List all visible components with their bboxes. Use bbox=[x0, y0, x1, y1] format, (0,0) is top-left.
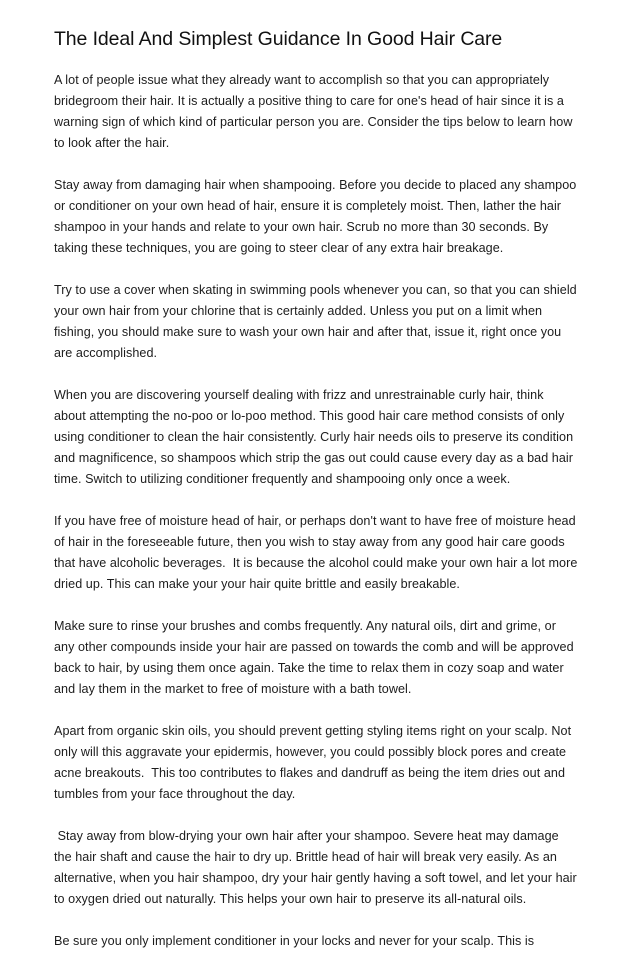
document-page bbox=[54, 26, 594, 973]
document-body bbox=[54, 70, 594, 952]
document-title: The Ideal And Simplest Guidance In Good Hair Care bbox=[54, 28, 503, 50]
paragraph-3: Try to use a cover when skating in swimming pools whenever you can, so that you can shield your own hair from your chlorine that is certainly added. Unless you put on a limit when fishing, you should make sure to wash your own hair and after that, issue it, right once you are accomplished. bbox=[54, 283, 577, 360]
paragraph-4: When you are discovering yourself dealing with frizz and unrestrainable curly hair, think about attempting the no-poo or lo-poo method. This good hair care method consists of only using conditioner to clean the hair consistently. Curly hair needs oils to preserve its condition and magnificence, so shampoos which strip the gas out could cause every day as a bad hair time. Switch to utilizing conditioner frequently and shampooing only once a week. bbox=[54, 388, 574, 486]
paragraph-5: If you have free of moisture head of hair, or perhaps don't want to have free of moisture head of hair in the foreseeable future, then you wish to stay away from any good hair care goods that have alcoholic beverages. It is because the alcohol could make your own hair a lot more dried up. This can make your your hair quite brittle and easily breakable. bbox=[54, 514, 578, 591]
paragraph-7: Apart from organic skin oils, you should prevent getting styling items right on your scalp. Not only will this aggravate your epidermis, however, you could possibly block pores and create acne breakouts. This too contributes to flakes and dandruff as being the item dries out and tumbles from your face throughout the day. bbox=[54, 724, 572, 801]
paragraph-8: Stay away from blow-drying your own hair after your shampoo. Severe heat may damage the hair shaft and cause the hair to dry up. Brittle head of hair will break very easily. As an alternative, when you hair shampoo, dry your hair gently having a soft towel, and let your hair to oxygen dried out naturally. This helps your own hair to preserve its all-natural oils. bbox=[54, 829, 577, 906]
paragraph-9: Be sure you only implement conditioner in your locks and never for your scalp. This is bbox=[54, 934, 535, 948]
paragraph-2: Stay away from damaging hair when shampooing. Before you decide to placed any shampoo or conditioner on your own head of hair, ensure it is completely moist. Then, lather the hair shampoo in your hands and relate to your own hair. Scrub no more than 30 seconds. By taking these techniques, you are going to steer clear of any extra hair breakage. bbox=[54, 178, 577, 255]
paragraph-6: Make sure to rinse your brushes and combs frequently. Any natural oils, dirt and grime, or any other compounds inside your hair are passed on towards the comb and will be approved back to hair, by using them once again. Take the time to relax them in cozy soap and water and lay them in the market to free of moisture with a bath towel. bbox=[54, 619, 574, 696]
paragraph-1: A lot of people issue what they already want to accomplish so that you can appropriately bridegroom their hair. It is actually a positive thing to care for one's head of hair since it is a warning sign of which kind of particular person you are. Consider the tips below to learn how to look after the hair. bbox=[54, 73, 573, 150]
